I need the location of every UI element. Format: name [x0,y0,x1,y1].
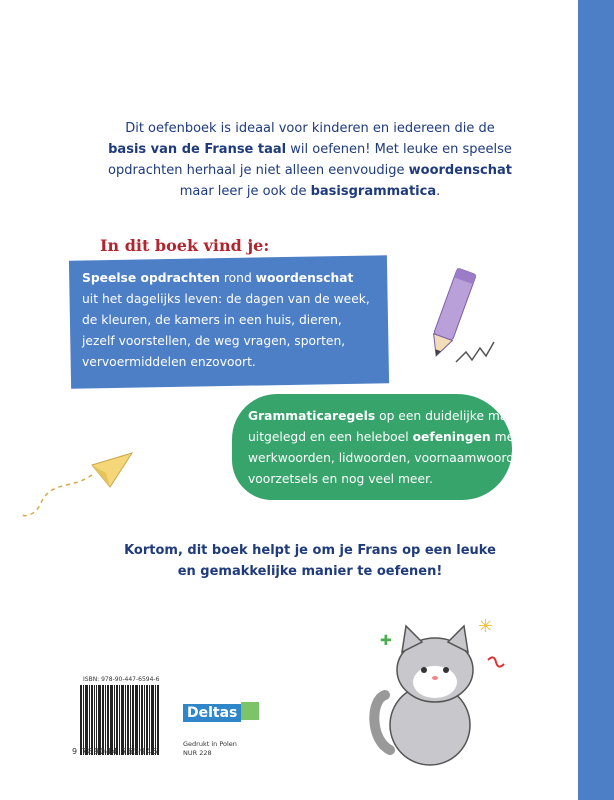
barcode-number: 9 789044 765946 [72,747,159,756]
intro-text [60,118,560,202]
svg-text:✚: ✚ [380,633,392,649]
closing-text [60,540,560,582]
text: op een duidelijke manier [375,409,532,423]
text: werkwoorden, lidwoorden, voornaamwoorden, [248,451,534,465]
section-heading: In dit boek vind je: [100,236,270,255]
bold: oefeningen [412,430,491,444]
intro-line: . [436,184,441,199]
publisher-logo [183,702,263,722]
svg-text:✳: ✳ [478,616,494,637]
bold: woordenschat [255,271,354,285]
text: voorzetsels en nog veel meer. [248,472,433,486]
intro-bold: woordenschat [408,163,512,178]
blue-box-text [82,268,370,373]
pencil-icon [420,262,500,372]
publisher-name: Deltas [183,704,241,722]
text: jezelf voorstellen, de weg vragen, sporten, [82,334,346,348]
intro-line: opdrachten herhaal je niet alleen eenvoudige [108,163,409,178]
text: en gemakkelijke manier te oefenen! [177,564,443,579]
intro-line: Dit oefenboek is ideaal voor kinderen en iedereen die de [125,121,495,136]
cat-illustration [360,600,510,770]
green-blob-text [248,406,533,490]
text: Kortom, dit boek helpt je om je Frans op een leuke [124,543,496,558]
spine-stripe [578,0,614,800]
bold: Grammaticaregels [248,409,376,423]
intro-bold: basisgrammatica [310,184,437,199]
plus-icon [241,702,259,720]
text: uitgelegd en een heleboel [248,430,413,444]
nur-code: NUR 228 [183,749,212,757]
paper-plane-icon [20,435,140,525]
text: rond [219,271,256,285]
isbn: ISBN: 978-90-447-6594-6 [83,676,160,683]
text: met [490,430,519,444]
print-info [183,740,237,758]
intro-line: wil oefenen! Met leuke en speelse [286,142,512,157]
bold: Speelse opdrachten [82,271,220,285]
text: vervoermiddelen enzovoort. [82,355,256,369]
intro-bold: basis van de Franse taal [108,142,287,157]
barcode [80,685,170,755]
intro-line: maar leer je ook de [179,184,311,199]
text: uit het dagelijks leven: de dagen van de week, [82,292,370,306]
text: de kleuren, de kamers in een huis, dieren, [82,313,342,327]
printed-in: Gedrukt in Polen [183,740,237,748]
